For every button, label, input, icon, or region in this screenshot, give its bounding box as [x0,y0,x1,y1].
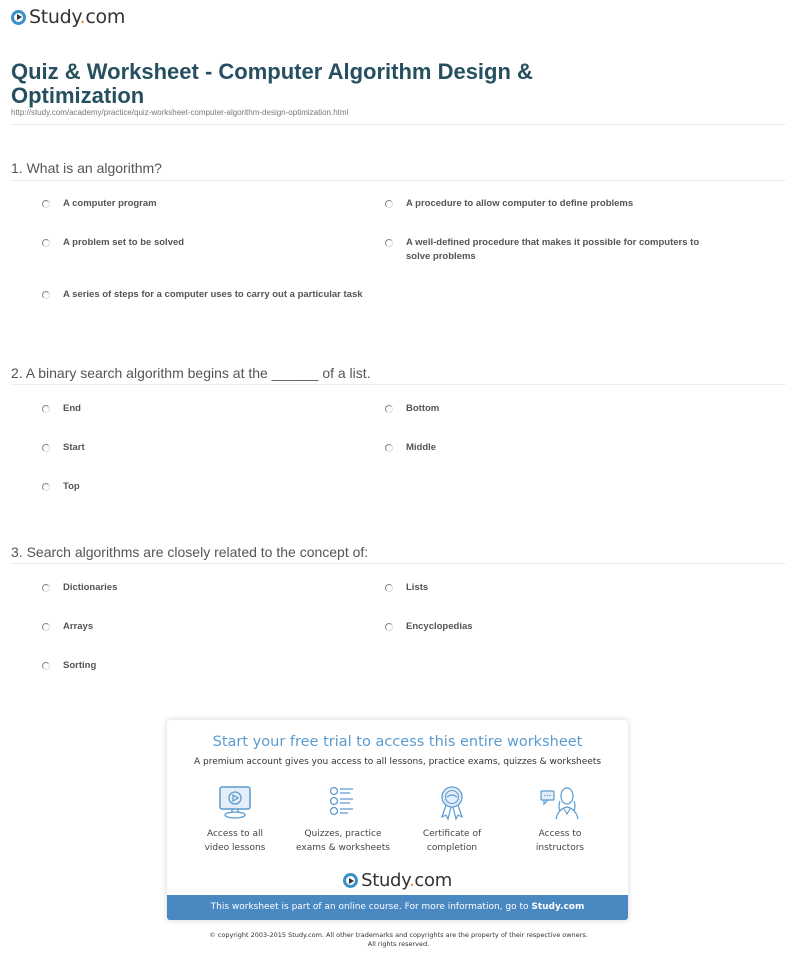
copyright: © copyright 2003-2015 Study.com. All other trademarks and copyrights are the property of their respective owners. All rights reserved. [209,931,588,948]
feature-instructors: Access to instructors [505,785,615,855]
radio-button[interactable] [385,444,393,452]
radio-button[interactable] [42,405,50,413]
q1-option-d[interactable]: A well-defined procedure that makes it possible for computers to solve problems [385,236,715,264]
promo-study-logo[interactable]: Study.com [167,870,628,891]
radio-button[interactable] [42,584,50,592]
study-com-link[interactable]: Study.com [531,902,585,912]
play-icon [343,873,358,888]
q2-option-d[interactable]: Middle [385,441,705,455]
radio-button[interactable] [385,584,393,592]
q1-option-a[interactable]: A computer program [42,197,362,211]
feature-quizzes: Quizzes, practice exams & worksheets [288,785,398,855]
radio-button[interactable] [42,623,50,631]
q2-option-e[interactable]: Top [42,480,362,494]
q3-option-d[interactable]: Encyclopedias [385,620,705,634]
course-info-bar: This worksheet is part of an online course. For more information, go to Study.com [167,895,628,920]
radio-button[interactable] [42,239,50,247]
question-3: 3. Search algorithms are closely related to the concept of: [11,544,369,560]
divider [11,563,786,564]
q2-option-b[interactable]: Bottom [385,402,705,416]
q2-option-a[interactable]: End [42,402,362,416]
promo-title[interactable]: Start your free trial to access this entire worksheet [212,734,583,750]
q1-option-c[interactable]: A problem set to be solved [42,236,362,250]
radio-button[interactable] [385,623,393,631]
q3-option-b[interactable]: Lists [385,581,705,595]
radio-button[interactable] [385,239,393,247]
feature-certificate: Certificate of completion [397,785,507,855]
quiz-list-icon [323,785,363,821]
radio-button[interactable] [42,483,50,491]
certificate-icon [432,785,472,821]
study-logo[interactable]: Study.com [11,6,125,28]
radio-button[interactable] [385,405,393,413]
question-1: 1. What is an algorithm? [11,160,162,176]
promo-subtitle: A premium account gives you access to all lessons, practice exams, quizzes & worksheets [193,757,602,767]
q1-option-e[interactable]: A series of steps for a computer uses to carry out a particular task [42,288,367,302]
instructor-icon [538,785,582,821]
radio-button[interactable] [42,444,50,452]
radio-button[interactable] [42,662,50,670]
divider [11,180,786,181]
feature-video-lessons: Access to all video lessons [180,785,290,855]
divider [11,124,786,125]
play-icon [11,10,26,25]
divider [11,384,786,385]
radio-button[interactable] [42,291,50,299]
q1-option-b[interactable]: A procedure to allow computer to define problems [385,197,705,211]
page-url: http://study.com/academy/practice/quiz-worksheet-computer-algorithm-design-optimization.html [11,108,349,117]
q3-option-e[interactable]: Sorting [42,659,362,673]
q3-option-a[interactable]: Dictionaries [42,581,362,595]
free-trial-promo[interactable] [167,720,628,920]
q2-option-c[interactable]: Start [42,441,362,455]
question-2: 2. A binary search algorithm begins at the ______ of a list. [11,365,371,381]
radio-button[interactable] [42,200,50,208]
video-lesson-icon [215,785,255,821]
radio-button[interactable] [385,200,393,208]
page-title: Quiz & Worksheet - Computer Algorithm Design & Optimization [11,59,533,108]
q3-option-c[interactable]: Arrays [42,620,362,634]
